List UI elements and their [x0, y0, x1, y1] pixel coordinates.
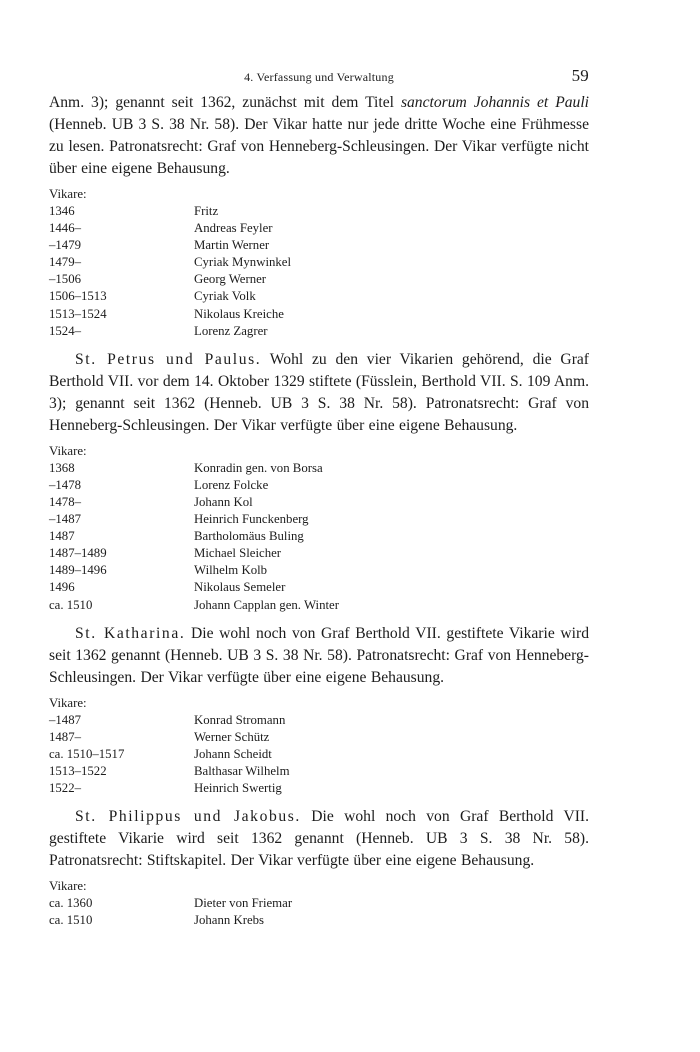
vikar-date: 1487–1489 [49, 546, 107, 561]
vikar-date: 1489–1496 [49, 563, 107, 578]
vikar-row [49, 460, 339, 477]
vikar-date: ca. 1510 [49, 913, 93, 928]
vikar-date: ca. 1510 [49, 597, 93, 612]
paragraph-text: (Henneb. UB 3 S. 38 Nr. 58). Der Vikar hatte nur jede dritte Woche eine Frühmesse zu lesen. Patronatsrecht: Graf von Henneberg-Schleusingen. Der Vikar verfügte nicht über eine eigene Behausung. [49, 116, 589, 177]
vikar-date: 1478– [49, 494, 81, 509]
section-katharina [49, 623, 589, 797]
vikar-name: Lorenz Folcke [194, 477, 269, 492]
vikar-name: Andreas Feyler [194, 221, 273, 236]
vikar-row [49, 220, 291, 237]
section-paragraph [49, 349, 589, 437]
vikar-date: 1513–1524 [49, 306, 107, 321]
vikare-list [49, 895, 292, 929]
vikare-label: Vikare: [49, 879, 87, 894]
vikar-row [49, 494, 339, 511]
section-petrus-paulus [49, 349, 589, 614]
vikar-row [49, 271, 291, 288]
section-heading: St. Katharina. [75, 624, 186, 642]
vikar-name: Johann Kol [194, 494, 253, 509]
vikar-name: Johann Krebs [194, 913, 265, 928]
vikar-date: ca. 1360 [49, 896, 93, 911]
vikare-label: Vikare: [49, 695, 87, 710]
vikar-row [49, 477, 339, 494]
vikar-name: Balthasar Wilhelm [194, 763, 290, 778]
vikare-list [49, 712, 290, 797]
document-page [49, 66, 589, 938]
vikar-date: 1496 [49, 580, 75, 595]
vikar-row [49, 780, 290, 797]
vikar-date: –1487 [49, 512, 81, 527]
running-header [49, 66, 589, 88]
vikar-name: Heinrich Swertig [194, 780, 282, 795]
vikar-row [49, 763, 290, 780]
chapter-title: 4. Verfassung und Verwaltung [244, 70, 394, 84]
vikar-name: Fritz [194, 204, 219, 218]
vikar-name: Johann Capplan gen. Winter [194, 597, 339, 612]
vikar-name: Wilhelm Kolb [194, 563, 268, 578]
vikar-name: Nikolaus Kreiche [194, 306, 284, 321]
vikar-row [49, 545, 339, 562]
vikar-date: 1346 [49, 204, 75, 218]
vikar-row [49, 729, 290, 746]
vikar-row [49, 306, 291, 323]
vikar-row [49, 528, 339, 545]
vikar-date: 1506–1513 [49, 289, 107, 304]
vikar-date: 1522– [49, 780, 81, 795]
vikar-date: 1479– [49, 255, 81, 270]
section-paragraph [49, 806, 589, 872]
italic-title: sanctorum Johannis et Pauli [400, 94, 589, 111]
vikar-row [49, 237, 291, 254]
vikar-row [49, 895, 292, 912]
vikare-list [49, 203, 291, 340]
vikar-row [49, 746, 290, 763]
vikar-name: Cyriak Mynwinkel [194, 255, 292, 270]
vikar-name: Konrad Stromann [194, 712, 286, 727]
paragraph-text: Die wohl noch von Graf Berthold VII. gestiftete Vikarie wird seit 1362 genannt (Henneb. UB 3 S. 38 Nr. 58). Patronatsrecht: Stiftskapitel. Der Vikar verfügte über eine eigene Behausung. [49, 808, 589, 870]
vikar-row [49, 288, 291, 305]
vikar-name: Werner Schütz [194, 729, 270, 744]
vikare-label: Vikare: [49, 187, 87, 201]
section-heading: St. Petrus und Paulus. [75, 350, 262, 368]
vikar-date: 1368 [49, 460, 75, 475]
vikar-row [49, 597, 339, 614]
vikar-name: Bartholomäus Buling [194, 529, 304, 544]
vikar-date: 1487 [49, 529, 75, 544]
paragraph-text: Anm. 3); genannt seit 1362, zunächst mit dem Titel [49, 94, 401, 111]
paragraph-text: Die wohl noch von Graf Berthold VII. gestiftete Vikarie wird seit 1362 genannt (Henneb. UB 3 S. 38 Nr. 58). Patronatsrecht: Graf von Henneberg-Schleusingen. Der Vikar verfügte über eine eigene Behausung. [49, 624, 589, 686]
vikar-name: Michael Sleicher [194, 546, 282, 561]
vikare-list [49, 460, 339, 614]
vikar-name: Georg Werner [194, 272, 267, 287]
vikar-row [49, 579, 339, 596]
vikar-row [49, 323, 291, 340]
section-heading: St. Philippus und Jakobus. [75, 808, 301, 826]
vikar-date: 1524– [49, 323, 81, 338]
vikar-name: Heinrich Funckenberg [194, 512, 309, 527]
vikar-name: Johann Scheidt [194, 746, 272, 761]
vikar-date: 1513–1522 [49, 763, 107, 778]
paragraph-text: Wohl zu den vier Vikarien gehörend, die Graf Berthold VII. vor dem 14. Oktober 1329 stiftete (Füsslein, Berthold VII. S. 109 Anm. 3); genannt seit 1362 (Henneb. UB 3 S. 38 Nr. 58). Patronatsrecht: Graf von Henneberg-Schleusingen. Der Vikar verfügte über eine eigene Behausung. [49, 350, 589, 434]
section-paragraph [49, 92, 589, 180]
vikar-date: –1479 [49, 238, 81, 253]
vikar-date: 1487– [49, 729, 81, 744]
vikar-row [49, 912, 292, 929]
vikar-date: ca. 1510–1517 [49, 746, 125, 761]
vikar-name: Dieter von Friemar [194, 896, 293, 911]
vikar-name: Lorenz Zagrer [194, 323, 268, 338]
vikare-label: Vikare: [49, 443, 87, 458]
vikar-date: –1506 [49, 272, 81, 287]
vikar-row [49, 712, 290, 729]
vikar-name: Cyriak Volk [194, 289, 256, 304]
vikar-row [49, 203, 291, 220]
section-johannes-paulus [49, 92, 589, 340]
vikar-row [49, 511, 339, 528]
section-paragraph [49, 623, 589, 689]
vikar-date: –1478 [49, 477, 81, 492]
vikar-name: Martin Werner [194, 238, 270, 253]
vikar-name: Konradin gen. von Borsa [194, 460, 323, 475]
vikar-row [49, 562, 339, 579]
vikar-date: –1487 [49, 712, 81, 727]
vikar-name: Nikolaus Semeler [194, 580, 286, 595]
page-number: 59 [571, 66, 589, 85]
vikar-date: 1446– [49, 221, 81, 236]
section-philippus-jakobus [49, 806, 589, 929]
vikar-row [49, 254, 291, 271]
